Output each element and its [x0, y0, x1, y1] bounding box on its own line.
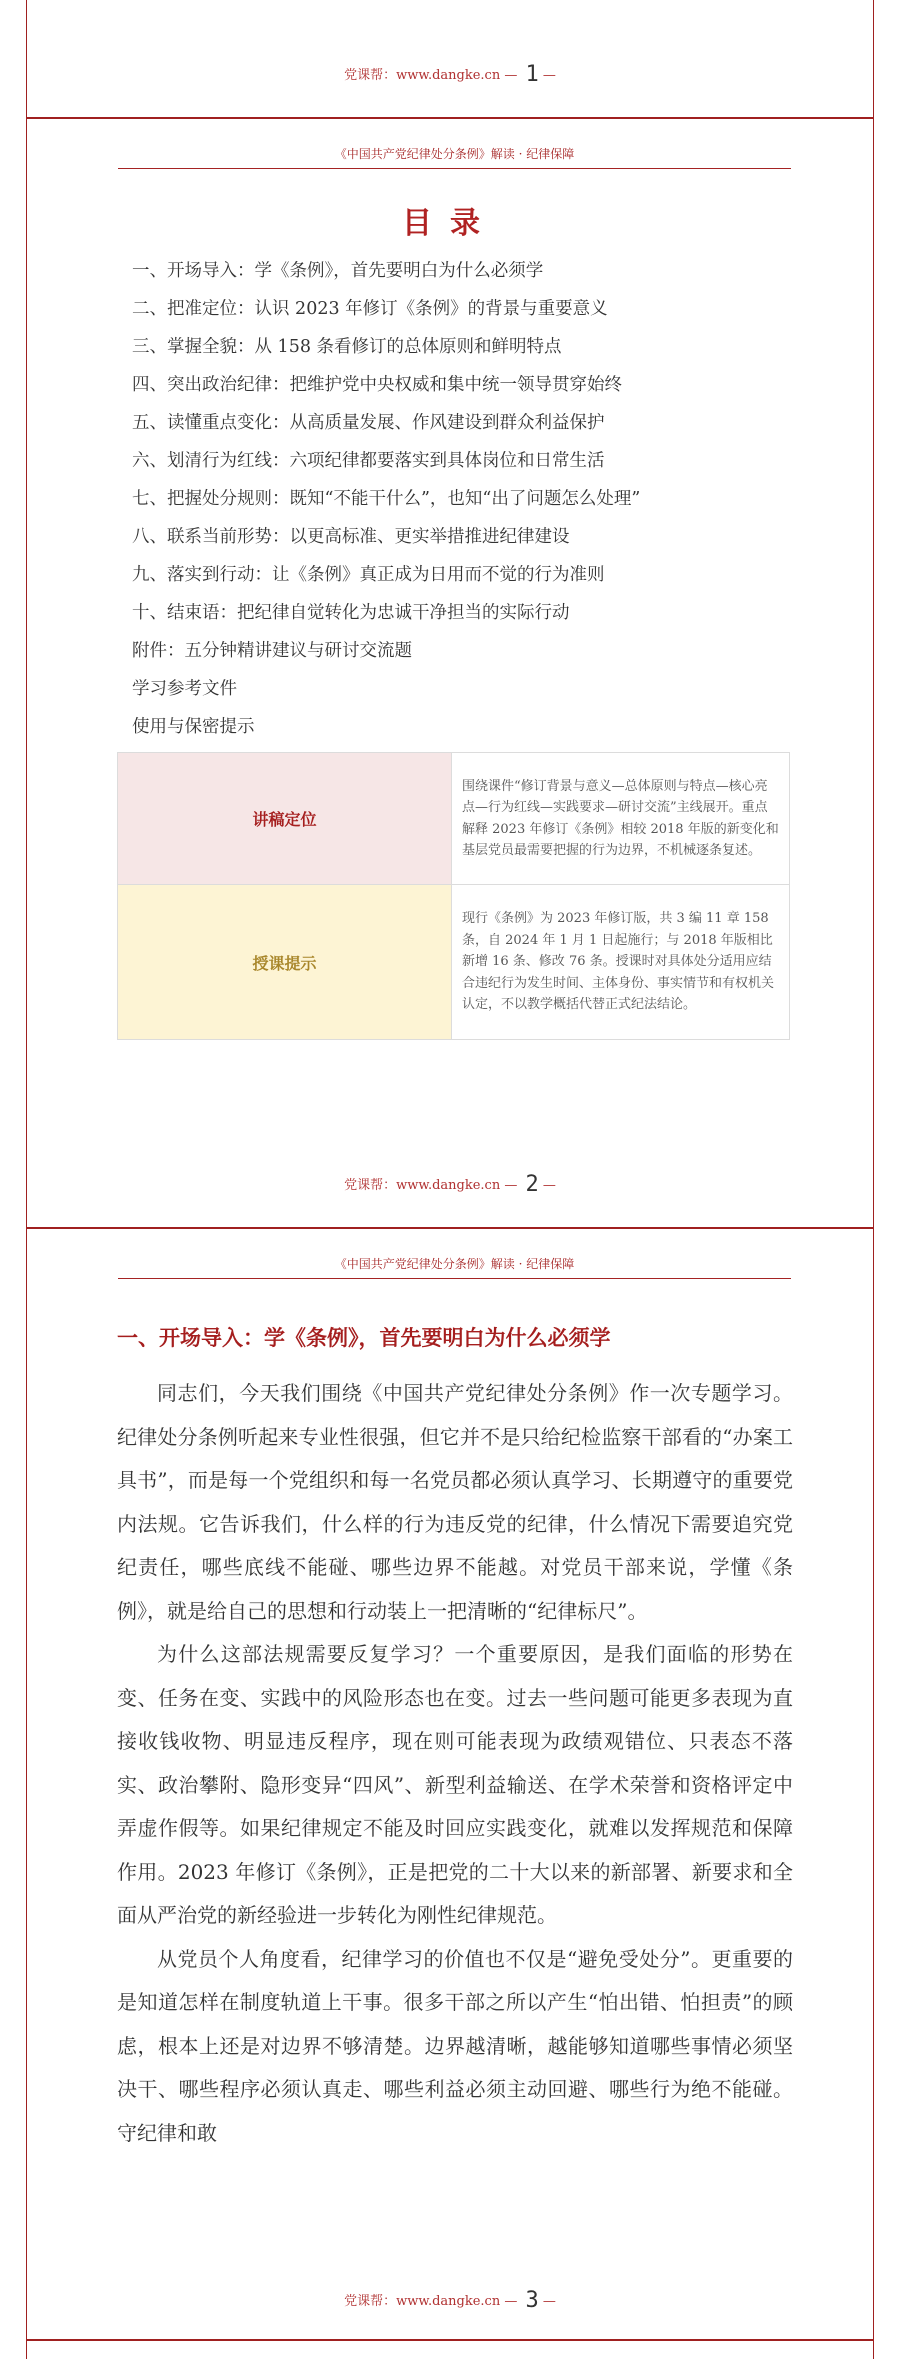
- toc-item[interactable]: 学习参考文件: [132, 679, 237, 699]
- paragraph: 从党员个人角度看，纪律学习的价值也不仅是“避免受处分”。更重要的是知道怎样在制度轨道上干事。很多干部之所以产生“怕出错、怕担责”的顾虑，根本上还是对边界不够清楚。边界越清晰，越能够知道哪些事情必须坚决干、哪些程序必须认真走、哪些利益必须主动回避、哪些行为绝不能碰。守纪律和敢: [117, 1946, 793, 2145]
- table-row: [118, 885, 790, 1040]
- teaching-tips-text: 现行《条例》为 2023 年修订版，共 3 编 11 章 158 条，自 2024 年 1 月 1 日起施行；与 2018 年版相比新增 16 条、修改 76 条。授课时对具体处分适用应结合违纪行为发生时间、主体身份、事实情节和有权机关认定，不以教学概括代替正式纪法结论。: [452, 885, 790, 1040]
- paragraph: 同志们，今天我们围绕《中国共产党纪律处分条例》作一次专题学习。纪律处分条例听起来专业性很强，但它并不是只给纪检监察干部看的“办案工具书”，而是每一个党组织和每一名党员都必须认真学习、长期遵守的重要党内法规。它告诉我们，什么样的行为违反党的纪律，什么情况下需要追究党纪责任，哪些底线不能碰、哪些边界不能越。对党员干部来说，学懂《条例》，就是给自己的思想和行动装上一把清晰的“纪律标尺”。: [117, 1381, 793, 1623]
- paragraph: 为什么这部法规需要反复学习？一个重要原因，是我们面临的形势在变、任务在变、实践中的风险形态也在变。过去一些问题可能更多表现为直接收钱收物、明显违反程序，现在则可能表现为政绩观错位、只表态不落实、政治攀附、隐形变异“四风”、新型利益输送、在学术荣誉和资格评定中弄虚作假等。如果纪律规定不能及时回应实践变化，就难以发挥规范和保障作用。2023 年修订《条例》，正是把党的二十大以来的新部署、新要求和全面从严治党的新经验进一步转化为刚性纪律规范。: [117, 1642, 793, 1927]
- footer-site: 党课帮：www.dangke.cn: [344, 1178, 501, 1193]
- toc-item[interactable]: 八、联系当前形势：以更高标准、更实举措推进纪律建设: [132, 527, 570, 547]
- page-number: 1: [525, 62, 539, 87]
- page-footer-2: 党课帮：www.dangke.cn — 2 —: [344, 1172, 556, 1197]
- running-header: 《中国共产党纪律处分条例》解读 · 纪律保障: [118, 145, 791, 169]
- page-footer-3: 党课帮：www.dangke.cn — 3 —: [344, 2288, 556, 2313]
- toc-item[interactable]: 一、开场导入：学《条例》，首先要明白为什么必须学: [132, 261, 544, 281]
- running-header: 《中国共产党纪律处分条例》解读 · 纪律保障: [118, 1255, 791, 1279]
- positioning-label: 讲稿定位: [118, 753, 452, 885]
- toc-item[interactable]: 使用与保密提示: [132, 717, 255, 737]
- page-bottom-border: [26, 2339, 874, 2341]
- page-divider-1: [26, 117, 874, 119]
- toc-item[interactable]: 九、落实到行动：让《条例》真正成为日用而不觉的行为准则: [132, 565, 605, 585]
- page-number: 2: [525, 1172, 539, 1197]
- page-number: 3: [525, 2288, 539, 2313]
- toc-item[interactable]: 三、掌握全貌：从 158 条看修订的总体原则和鲜明特点: [132, 337, 562, 357]
- toc-item[interactable]: 六、划清行为红线：六项纪律都要落实到具体岗位和日常生活: [132, 451, 605, 471]
- page-divider-2: [26, 1227, 874, 1229]
- toc-item[interactable]: 十、结束语：把纪律自觉转化为忠诚干净担当的实际行动: [132, 603, 570, 623]
- footer-site: 党课帮：www.dangke.cn: [344, 68, 501, 83]
- section-body: [117, 1372, 793, 2155]
- toc-item[interactable]: 四、突出政治纪律：把维护党中央权威和集中统一领导贯穿始终: [132, 375, 622, 395]
- toc-item[interactable]: 二、把准定位：认识 2023 年修订《条例》的背景与重要意义: [132, 299, 608, 319]
- toc-item[interactable]: 七、把握处分规则：既知“不能干什么”，也知“出了问题怎么处理”: [132, 489, 641, 509]
- section-heading: 一、开场导入：学《条例》，首先要明白为什么必须学: [117, 1326, 611, 1350]
- table-of-contents: [132, 252, 812, 746]
- positioning-text: 围绕课件“修订背景与意义—总体原则与特点—核心亮点—行为红线—实践要求—研讨交流”主线展开。重点解释 2023 年修订《条例》相较 2018 年版的新变化和基层党员最需要把握的行为边界，不机械逐条复述。: [452, 753, 790, 885]
- lecture-info-table: [117, 752, 790, 1040]
- toc-item[interactable]: 五、读懂重点变化：从高质量发展、作风建设到群众利益保护: [132, 413, 605, 433]
- page-footer-1: 党课帮：www.dangke.cn — 1 —: [344, 62, 556, 87]
- teaching-tips-label: 授课提示: [118, 885, 452, 1040]
- toc-title: 目录: [402, 206, 498, 241]
- toc-item[interactable]: 附件：五分钟精讲建议与研讨交流题: [132, 641, 412, 661]
- footer-site: 党课帮：www.dangke.cn: [344, 2294, 501, 2309]
- table-row: [118, 753, 790, 885]
